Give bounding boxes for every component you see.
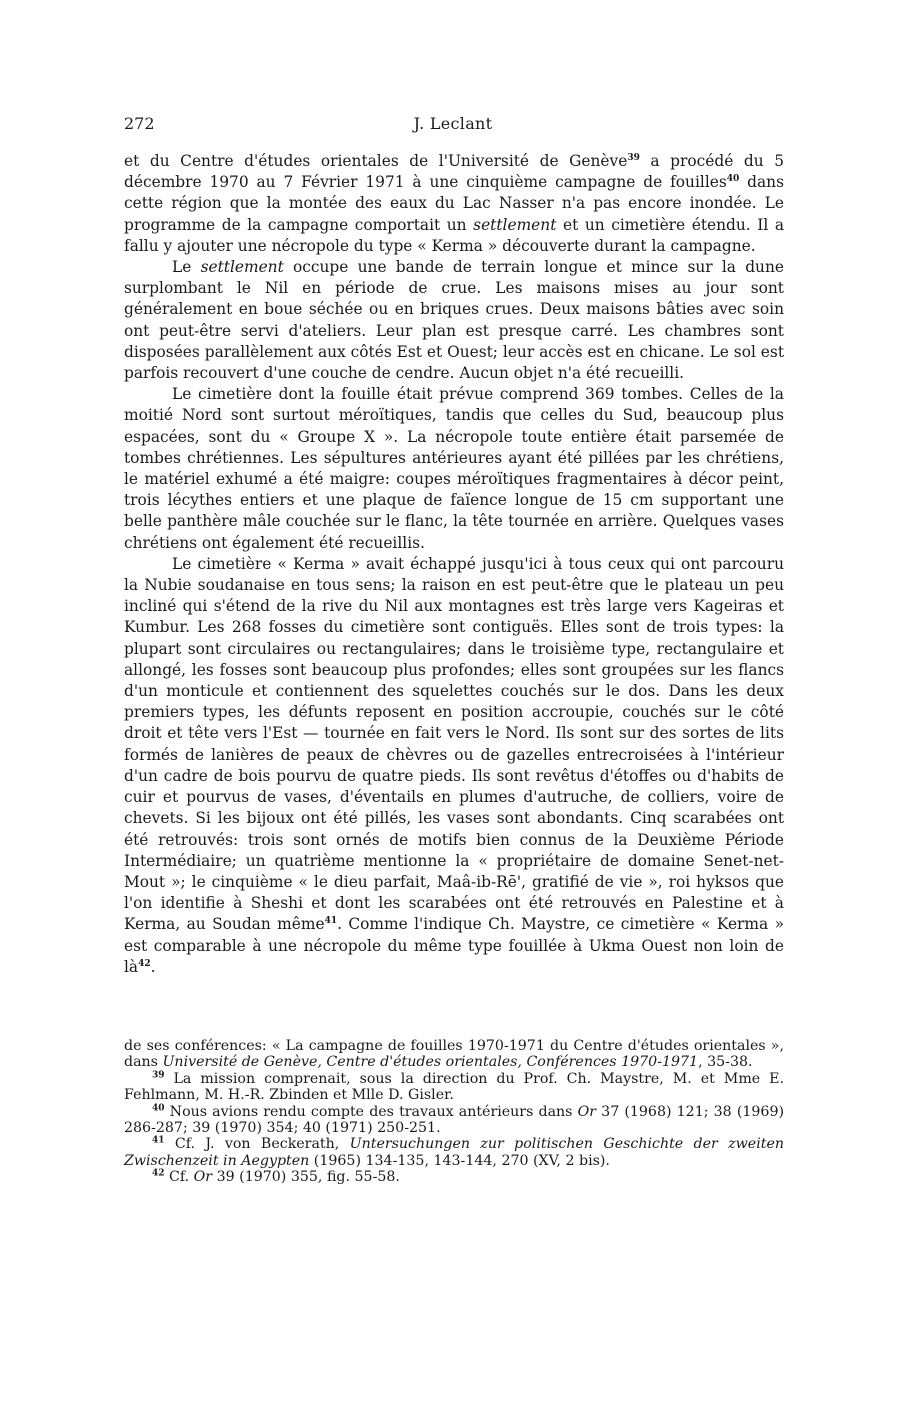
footnote-42 (124, 1169, 784, 1185)
footnote-ref-42: 42 (138, 958, 151, 969)
text-run: . (150, 957, 156, 976)
text-run: Nous avions rendu compte des travaux antérieurs dans (164, 1103, 578, 1120)
text-run: Cf. J. von Beckerath, (164, 1136, 350, 1153)
paragraph-1 (124, 151, 784, 257)
text-run: Le (172, 258, 201, 277)
page-number: 272 (124, 114, 155, 133)
text-run: et du Centre d'études orientales de l'Université de Genève (124, 152, 628, 170)
footnote-number: 40 (152, 1102, 165, 1113)
text-run: 39 (1970) 355, fig. 55-58. (212, 1169, 400, 1186)
text-run: et un cimetière étendu. Il a fallu y ajouter une nécropole du type « Kerma » découverte durant la campagne. (124, 215, 784, 255)
italic-title: Or (577, 1103, 597, 1120)
footnote-number: 42 (152, 1168, 165, 1179)
paragraph-3: Le cimetière dont la fouille était prévue comprend 369 tombes. Celles de la moitié Nord sont surtout méroïtiques, tandis que celles du Sud, beaucoup plus espacées, sont du « Groupe X ». La nécropole toute entière était parsemée de tombes chrétiennes. Les sépultures antérieures ayant été pillées par les chrétiens, le matériel exhumé a été maigre: coupes méroïtiques fragmentaires à décor peint, trois lécythes entiers et une plaque de faïence longue de 15 cm supportant une belle panthère mâle couchée sur le flanc, la tête tournée en arrière. Quelques vases chrétiens ont également été recueillis. (124, 385, 784, 552)
footnotes (124, 1038, 784, 1186)
footnote-40 (124, 1104, 784, 1137)
italic-title: Or (193, 1169, 213, 1186)
text-run: occupe une bande de terrain longue et mince sur la dune surplombant le Nil en période de crue. Les maisons mises au jour sont généralement en boue séchée ou en briques crues. Deux maisons bâties avec soin ont peut-être servi d'ateliers. Leur plan est presque carré. Les chambres sont disposées parallèlement aux côtés Est et Ouest; leur accès est en chicane. Le sol est parfois recouvert d'une couche de cendre. Aucun objet n'a été recueilli. (124, 258, 784, 383)
footnote-39 (124, 1071, 784, 1104)
italic-title: Université de Genève, Centre d'études orientales, Conférences 1970-1971 (162, 1054, 699, 1071)
text-run: a procédé du 5 décembre 1970 au 7 Février 1971 à une cinquième campagne de fouilles (124, 152, 784, 192)
italic-term: settlement (200, 258, 284, 277)
italic-term: settlement (473, 215, 557, 234)
text-run: , 35-38. (698, 1054, 753, 1071)
text-run: Cf. (164, 1169, 194, 1186)
main-text (124, 151, 784, 978)
footnote-number: 41 (152, 1135, 165, 1146)
footnote-number: 39 (152, 1070, 165, 1081)
footnote-ref-40: 40 (726, 174, 740, 185)
text-run: dans cette région que la montée des eaux du Lac Nasser n'a pas encore inondée. Le programme de la campagne comportait un (124, 173, 784, 234)
paragraph-4 (124, 554, 784, 978)
page-header (124, 114, 782, 138)
footnote-41 (124, 1136, 784, 1169)
footnote-ref-39: 39 (627, 152, 640, 163)
text-run: 37 (1968) 121; 38 (1969) 286-287; 39 (1970) 354; 40 (1971) 250-251. (124, 1103, 785, 1137)
text-run: Le cimetière « Kerma » avait échappé jusqu'ici à tous ceux qui ont parcouru la Nubie soudanaise en tous sens; la raison en est peut-être que le plateau un peu incliné qui s'étend de la rive du Nil aux montagnes est très large vers Kageiras et Kumbur. Les 268 fosses du cimetière sont contiguës. Elles sont de trois types: la plupart sont circulaires ou rectangulaires; dans le troisième type, rectangulaire et allongé, les fosses sont beaucoup plus profondes; elles sont groupées sur les flancs d'un monticule et contiennent des squelettes couchés sur le dos. Dans les deux premiers types, les défunts reposent en position accroupie, couchés sur le côté droit et tête vers l'Est — tournée en fait vers le Nord. Ils sont sur des sortes de lits formés de lanières de peaux de chèvres ou de gazelles entrecroisées à l'intérieur d'un cadre de bois pourvu de quatre pieds. Ils sont revêtus d'étoffes ou d'habits de cuir et pourvus de vases, d'éventails en plumes d'autruche, de colliers, voire de chevets. Si les bijoux ont été pillés, les vases sont abondants. Cinq scarabées ont été retrouvés: trois sont ornés de motifs bien connus de la Deuxième Période Intermédiaire; un quatrième mentionne la « propriétaire de domaine Senet-net-Mout »; le cinquième « le dieu parfait, Maâ-ib-Rē', gratifié de vie », roi hyksos que l'on identifie à Sheshi et dont les scarabées ont été retrouvés en Palestine et à Kerma, au Soudan même (124, 554, 784, 934)
text-run: La mission comprenait, sous la direction du Prof. Ch. Maystre, M. et Mme E. Fehlmann, M. H.-R. Zbinden et Mlle D. Gisler. (124, 1070, 784, 1104)
paragraph-2 (124, 257, 784, 384)
italic-title: Untersuchungen zur politischen Geschichte der zweiten Zwischenzeit in Aegypten (124, 1136, 784, 1169)
text-run: de ses conférences: « La campagne de fouilles 1970-1971 du Centre d'études orientales », dans (124, 1038, 784, 1071)
text-run: . Comme l'indique Ch. Maystre, ce cimetière « Kerma » est comparable à une nécropole du même type fouillée à Ukma Ouest non loin de là (124, 915, 784, 976)
text-run: (1965) 134-135, 143-144, 270 (XV, 2 bis). (309, 1152, 610, 1169)
footnote-ref-41: 41 (324, 916, 338, 927)
running-head: J. Leclant (413, 114, 493, 133)
footnote-continuation (124, 1038, 784, 1071)
